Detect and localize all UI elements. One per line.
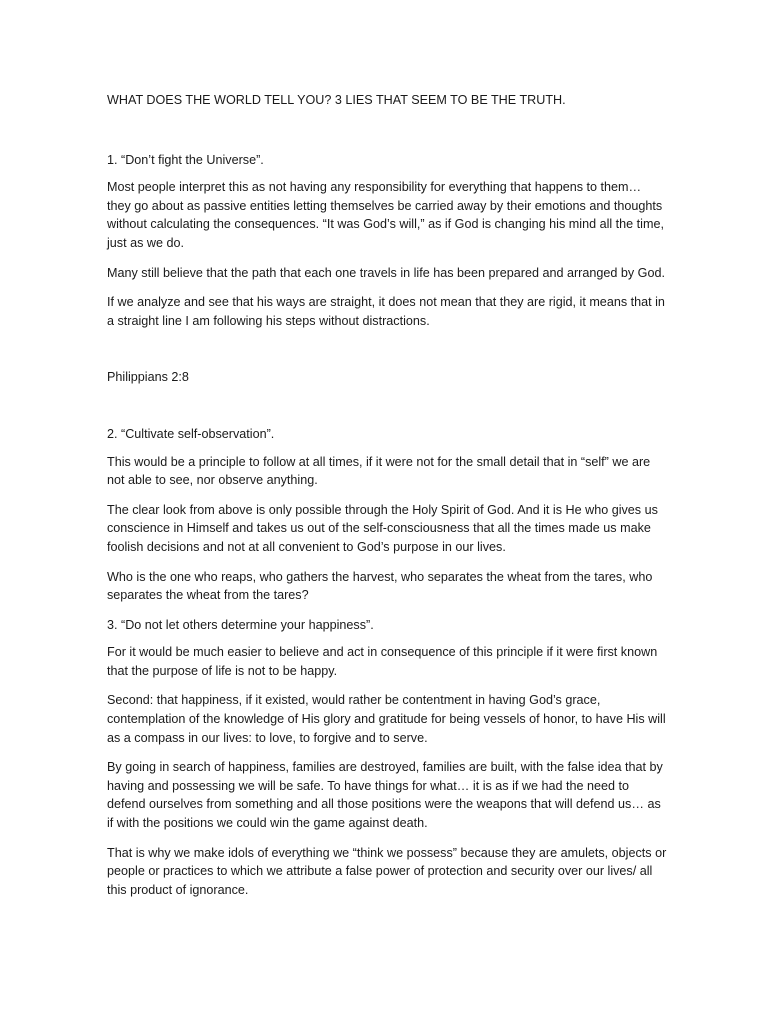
section-3-heading: 3. “Do not let others determine your happiness”. [107, 617, 374, 632]
section-3-paragraph-2: Second: that happiness, if it existed, would rather be contentment in having God’s grace, contemplation of the knowledge of His glory and gratitude for being vessels of honor, to have His will as a compass in our lives: to love, to forgive and to serve. [107, 693, 666, 745]
section-2-paragraph-1: This would be a principle to follow at all times, if it were not for the small detail that in “self” we are not able to see, nor observe anything. [107, 454, 651, 488]
section-1-paragraph-1: Most people interpret this as not having any responsibility for everything that happens to them… they go about as passive entities letting themselves be carried away by their emotions and thoughts without calculating the consequences. “It was God’s will,” as if God is changing his mind all the time, just as we do. [107, 180, 664, 250]
document-body [107, 91, 667, 910]
section-2-paragraph-2: The clear look from above is only possible through the Holy Spirit of God. And it is He who gives us conscience in Himself and takes us out of the self-consciousness that all the times made us make foolish decisions and not at all convenient to God’s purpose in our lives. [107, 502, 658, 554]
document-title: WHAT DOES THE WORLD TELL YOU? 3 LIES THAT SEEM TO BE THE TRUTH. [107, 93, 566, 107]
bible-reference: Philippians 2:8 [107, 370, 189, 385]
section-3-paragraph-4: That is why we make idols of everything we “think we possess” because they are amulets, objects or people or practices to which we attribute a false power of protection and security over our lives/ all this product of ignorance. [107, 845, 667, 897]
section-2-heading: 2. “Cultivate self-observation”. [107, 426, 275, 441]
section-1-paragraph-2: Many still believe that the path that each one travels in life has been prepared and arranged by God. [107, 265, 665, 280]
section-1-paragraph-3: If we analyze and see that his ways are straight, it does not mean that they are rigid, it means that in a straight line I am following his steps without distractions. [107, 295, 665, 328]
section-1-heading: 1. “Don’t fight the Universe”. [107, 152, 264, 167]
section-3-paragraph-3: By going in search of happiness, families are destroyed, families are built, with the false idea that by having and possessing we will be safe. To have things for what… it is as if we had the need to defend ourselves from something and all those positions were the weapons that will defend us… as if with the positions we could win the game against death. [107, 760, 663, 831]
section-3-paragraph-1: For it would be much easier to believe and act in consequence of this principle if it were first known that the purpose of life is not to be happy. [107, 645, 658, 678]
section-2-paragraph-3: Who is the one who reaps, who gathers the harvest, who separates the wheat from the tares, who separates the wheat from the tares? [107, 569, 653, 603]
